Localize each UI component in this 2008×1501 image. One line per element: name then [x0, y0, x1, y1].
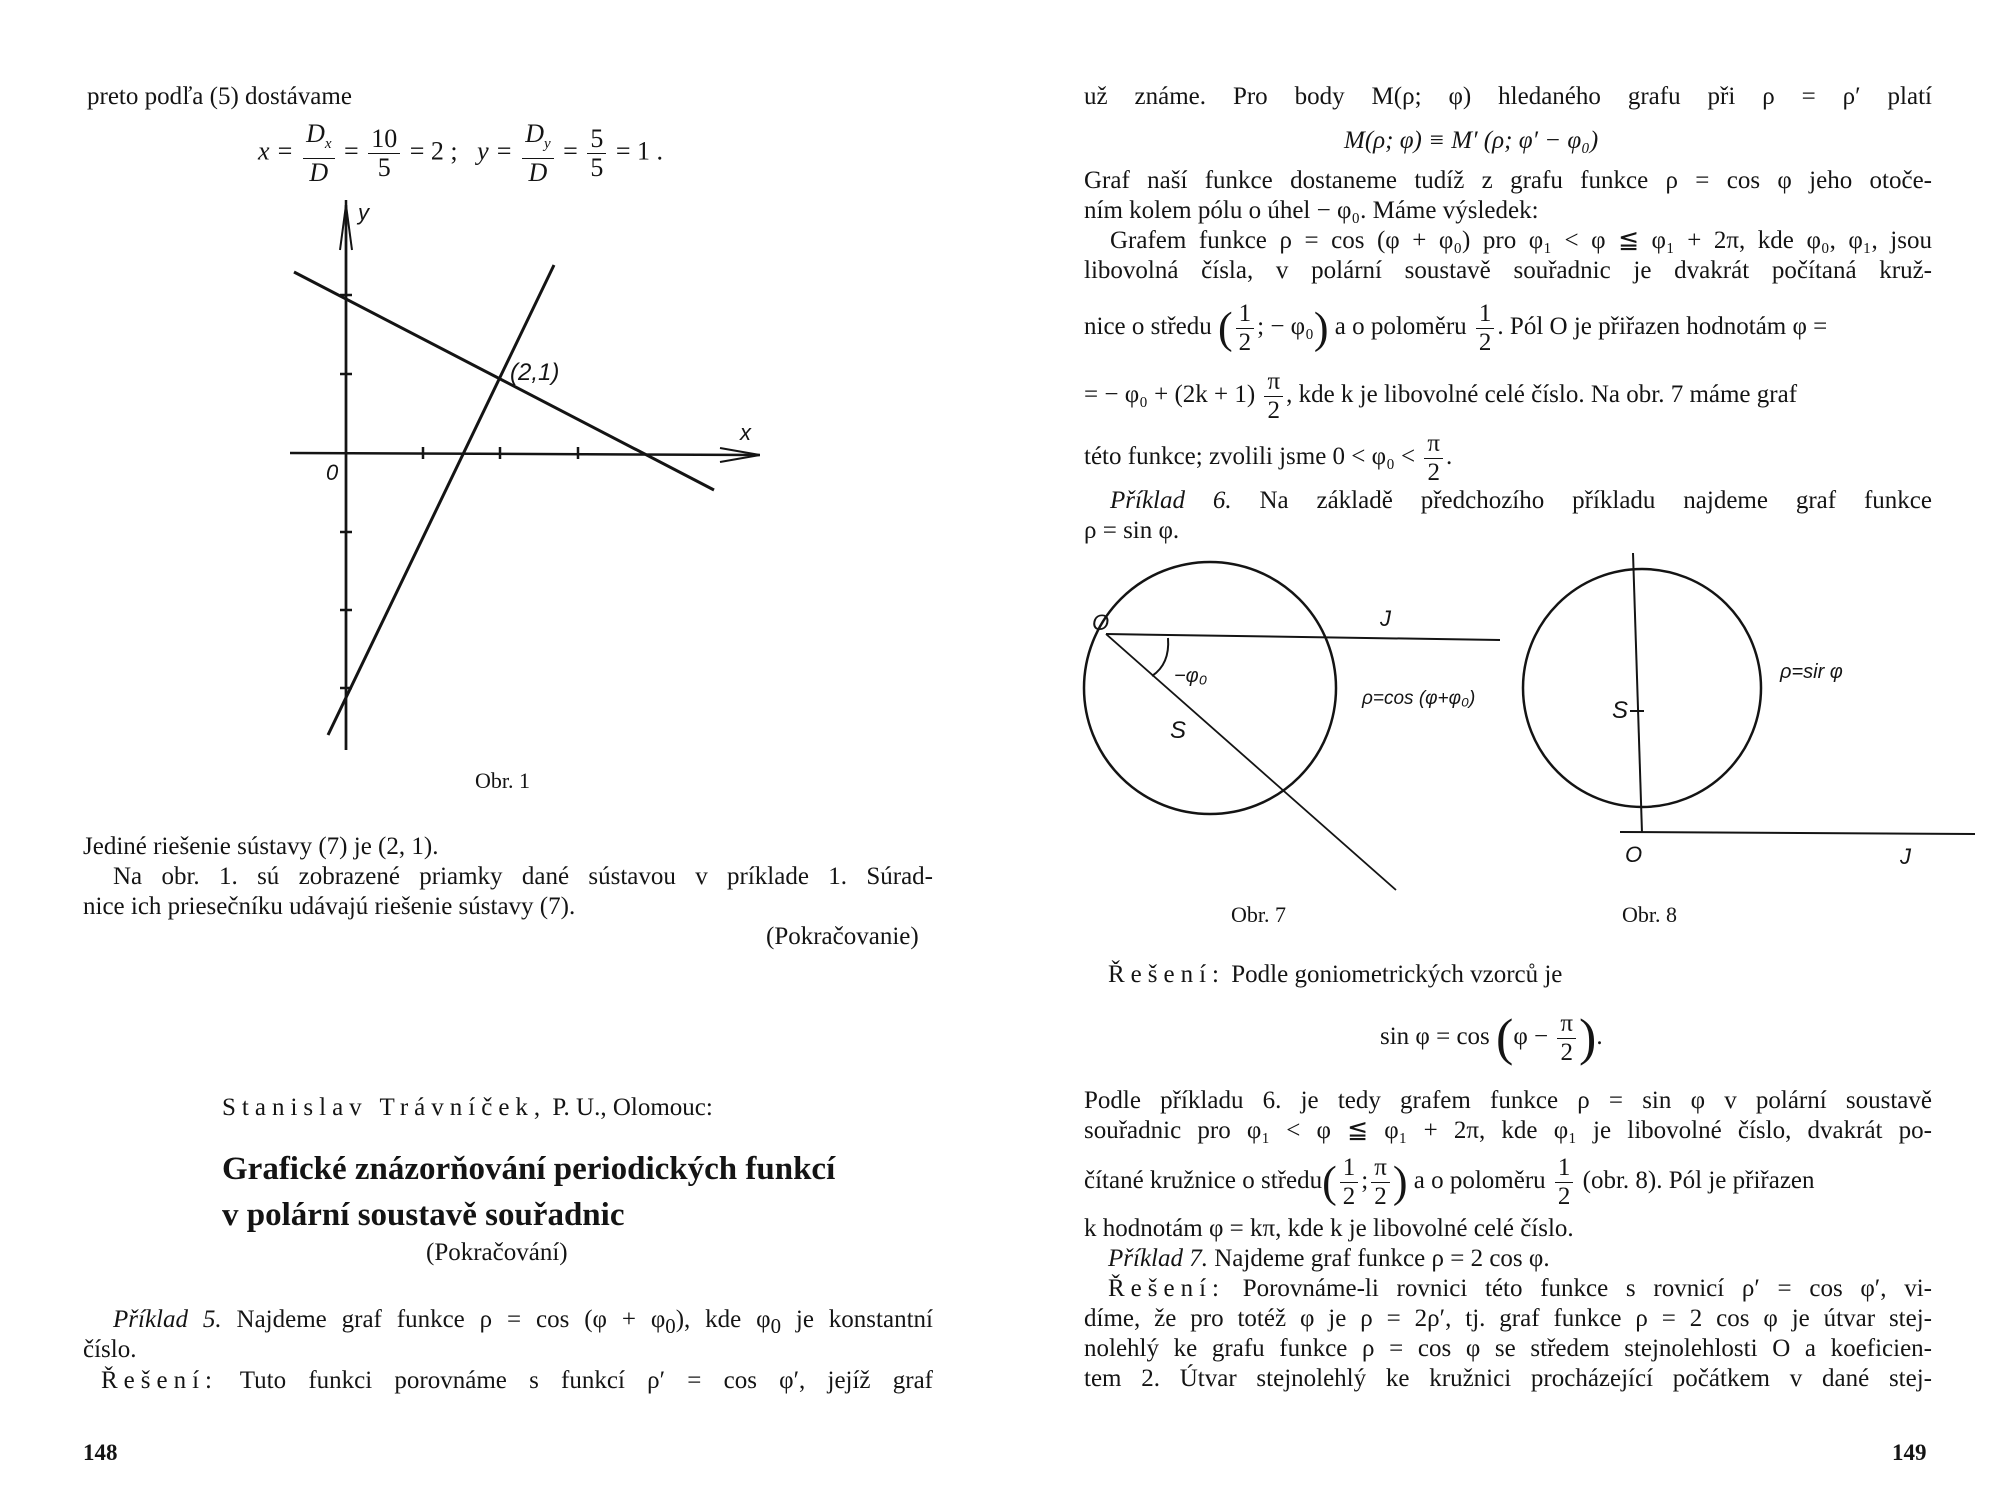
res5-label: Řešení: — [101, 1367, 218, 1394]
right-page — [1004, 0, 2008, 1501]
r9-frac — [1424, 430, 1443, 487]
r7b: a o poloměru — [1334, 313, 1467, 340]
r-line-1: už známe. Pro body M(ρ; φ) hledaného grafu při ρ = ρ′ platí — [1084, 83, 1932, 110]
figure-7 — [1080, 548, 1520, 898]
r7c: . Pól O je přiřazen hodnotám φ = — [1497, 313, 1828, 340]
line-1 — [294, 272, 714, 490]
fig7-J: J — [1380, 606, 1391, 631]
r-line-8 — [1084, 364, 1797, 426]
res7-text: Porovnáme-li rovnici této funkce s rovnicí ρ′ = cos φ′, vi- — [1225, 1275, 1932, 1302]
para-line-1: Na obr. 1. sú zobrazené priamky dané sústavou v príklade 1. Súrad- — [113, 863, 933, 890]
q-line-2: díme, že pro totéž φ je ρ = 2ρ′, tj. graf funkce ρ = 2 cos φ je útvar stej- — [1084, 1305, 1932, 1332]
figure-8 — [1520, 548, 1980, 888]
r-line-5: Grafem funkce ρ = cos (φ + φ₀) pro φ₁ < φ ≦ φ₁ + 2π, kde φ₀, φ₁, jsou — [1110, 227, 1932, 254]
p3f1n: 1 — [1340, 1154, 1359, 1183]
ex5-cont: číslo. — [83, 1336, 137, 1363]
article-title-1: Grafické znázorňování periodických funkcí — [222, 1151, 836, 1187]
pokracovanie: (Pokračovanie) — [766, 923, 919, 950]
intersection-label: (2,1) — [510, 359, 560, 386]
ex6-label: Příklad 6. — [1110, 487, 1232, 514]
res6-text: Podle goniometrických vzorců je — [1225, 961, 1563, 988]
p6-line-3: čítané kružnice o středu( $\frac{1}{2}$ ; $\frac{\pi}{2}$ ) a o poloměru $\frac{1}{2}$ (obr. 8). Pól je přiřazen — [1084, 1153, 1815, 1210]
fig7-angle-arc — [1152, 638, 1168, 676]
p3-paren-close: ) — [1392, 1157, 1408, 1207]
sin-c: . — [1596, 1023, 1603, 1050]
p3-frac1 — [1340, 1154, 1359, 1211]
fig7-S: S — [1170, 717, 1187, 744]
dx-sub: x — [324, 136, 332, 153]
r7f1d: 2 — [1238, 328, 1252, 356]
p6-line-2: souřadnic pro φ₁ < φ ≦ φ₁ + 2π, kde φ₁ je libovolné číslo, dvakrát po- — [1084, 1117, 1932, 1144]
sin-fd: 2 — [1560, 1038, 1573, 1066]
ex6-text: Na základě předchozího příkladu najdeme graf funkce — [1231, 487, 1932, 514]
r-line-2: M(ρ; φ) ≡ M′ (ρ; φ′ − φ₀) — [1344, 127, 1599, 154]
eq-r2: = 2 ; — [409, 136, 458, 166]
author-affil: P. U., Olomouc: — [546, 1094, 713, 1121]
frac-5b: 5 — [590, 153, 604, 183]
fig8-formula: ρ=sir φ — [1780, 661, 1843, 683]
fig7-diameter — [1106, 634, 1396, 890]
sin-paren-open: ( — [1496, 1009, 1514, 1067]
ex7-text: Najdeme graf funkce ρ = 2 cos φ. — [1208, 1245, 1550, 1272]
fig7-circle — [1084, 562, 1336, 814]
dy-num: D — [525, 119, 544, 148]
r8-frac — [1264, 368, 1283, 425]
r-line-6: libovolná čísla, v polární soustavě souřadnic je dvakrát počítaná kruž- — [1084, 257, 1932, 284]
ex5-label: Příklad 5. — [113, 1306, 222, 1333]
fig8-caption: Obr. 8 — [1622, 902, 1677, 927]
frac-dy — [522, 120, 553, 187]
eq-r1: = 1 . — [615, 136, 663, 166]
fig7-angle: −φ₀ — [1174, 665, 1208, 687]
p3f3d: 2 — [1557, 1182, 1571, 1210]
p3c: (obr. 8). Pól je přiřazen — [1576, 1167, 1815, 1194]
sin-paren-close: ) — [1579, 1009, 1597, 1067]
paren-close: ) — [1313, 303, 1329, 353]
r9fn: π — [1424, 430, 1443, 459]
ex5-line — [83, 1305, 933, 1341]
article-subtitle: (Pokračování) — [426, 1239, 568, 1266]
sin-frac — [1557, 1010, 1576, 1067]
fig8-circle — [1523, 569, 1761, 807]
dx-num: D — [306, 119, 325, 148]
page-number-right: 149 — [1892, 1440, 1927, 1465]
fig8-diameter — [1633, 553, 1642, 833]
res7-label: Řešení: — [1108, 1275, 1225, 1302]
ex6-cont: ρ = sin φ. — [1084, 517, 1180, 544]
y-label: y — [358, 200, 369, 225]
eq-x: x — [258, 136, 270, 166]
author-line — [222, 1093, 713, 1123]
fig1-caption: Obr. 1 — [475, 768, 530, 793]
r8fd: 2 — [1267, 396, 1281, 424]
frac-5a: 5 — [377, 153, 391, 183]
dy-sub: y — [543, 136, 551, 153]
dx-den: D — [309, 158, 329, 188]
ex5-sub2: 0 — [770, 1314, 781, 1338]
intro-line: preto podľa (5) dostávame — [87, 83, 352, 110]
sin-b: φ − — [1513, 1023, 1549, 1050]
fig7-caption: Obr. 7 — [1231, 902, 1286, 927]
article-title-2: v polární soustavě souřadnic — [222, 1197, 625, 1233]
sin-equation — [1380, 1002, 1603, 1073]
paren-open: ( — [1217, 303, 1233, 353]
ex6-line — [1084, 486, 1932, 516]
r7-frac2 — [1476, 300, 1495, 357]
fig7-formula: ρ=cos (φ+φ₀) — [1362, 688, 1476, 709]
r7f1n: 1 — [1236, 300, 1255, 329]
eq-y: y — [477, 136, 489, 166]
frac-5-5 — [587, 125, 606, 182]
author-name: Stanislav Trávníček, — [222, 1094, 547, 1121]
page-number-left: 148 — [83, 1440, 118, 1465]
line-2 — [328, 265, 554, 735]
ex7-label: Příklad 7. — [1108, 1245, 1208, 1272]
fig8-J: J — [1900, 844, 1911, 869]
r9fd: 2 — [1427, 458, 1440, 486]
q-line-4: tem 2. Útvar stejnolehlý ke kružnici procházející počátkem v dané stej- — [1084, 1365, 1932, 1392]
r-line-3: Graf naší funkce dostaneme tudíž z grafu funkce ρ = cos φ jeho otoče- — [1084, 167, 1932, 194]
x-axis — [290, 453, 760, 455]
p3b: a o poloměru — [1407, 1167, 1546, 1194]
r7mid: ; − φ₀ — [1257, 313, 1314, 340]
res5-text: Tuto funkci porovnáme s funkcí ρ′ = cos φ′, jejíž graf — [218, 1367, 933, 1394]
p3-frac2 — [1371, 1154, 1390, 1211]
fig7-polar-axis — [1106, 634, 1500, 640]
r7f2n: 1 — [1476, 300, 1495, 329]
r-line-7 — [1084, 296, 1827, 359]
ex5-b: ), kde φ — [675, 1306, 771, 1333]
axis-ticks — [340, 295, 578, 688]
r-line-9 — [1084, 426, 1452, 488]
p3f2n: π — [1371, 1154, 1390, 1183]
p3-paren-open: ( — [1322, 1157, 1337, 1207]
dy-den: D — [528, 158, 548, 188]
ex5-a: Najdeme graf funkce ρ = cos (φ + φ — [221, 1306, 666, 1333]
fig8-polar-axis — [1620, 832, 1975, 834]
r8fn: π — [1264, 368, 1283, 397]
origin-label: 0 — [326, 460, 339, 485]
r9a: této funkce; zvolili jsme 0 < φ₀ < — [1084, 443, 1416, 470]
fig8-S: S — [1612, 697, 1629, 724]
x-label: x — [740, 420, 751, 445]
frac-dx — [303, 120, 334, 187]
r7f2d: 2 — [1478, 328, 1492, 356]
p3f2d: 2 — [1374, 1182, 1387, 1210]
res6-line — [1108, 960, 1562, 990]
p3f3n: 1 — [1555, 1154, 1574, 1183]
r9b: . — [1446, 443, 1453, 470]
fig7-O: O — [1092, 610, 1110, 635]
r8b: , kde k je libovolné celé číslo. Na obr. 7 máme graf — [1286, 381, 1798, 408]
frac-10-5 — [368, 125, 400, 182]
r7-frac1 — [1236, 300, 1255, 357]
para-line-2: nice ich priesečníku udávajú riešenie sústavy (7). — [83, 893, 576, 920]
r8a: = − φ₀ + (2k + 1) — [1084, 381, 1256, 408]
res6-label: Řešení: — [1108, 961, 1225, 988]
frac-10: 10 — [368, 125, 400, 154]
sin-fn: π — [1557, 1010, 1576, 1039]
p6-line-1: Podle příkladu 6. je tedy grafem funkce ρ = sin φ v polární soustavě — [1084, 1087, 1932, 1114]
sin-a: sin φ = cos — [1380, 1023, 1490, 1050]
cramer-equation: x = $\frac{D_x}{D}$ = $\frac{10}{5}$ = 2 ; y = $\frac{D_y}{D}$ = $\frac{5}{5}$ = 1 . — [258, 119, 663, 188]
res7-line — [1084, 1274, 1932, 1304]
ex5-sub: 0 — [665, 1314, 676, 1338]
p6-line-4: k hodnotám φ = kπ, kde k je libovolné celé číslo. — [1084, 1215, 1574, 1242]
solution-line: Jediné riešenie sústavy (7) je (2, 1). — [83, 833, 439, 860]
r7a: nice o středu — [1084, 313, 1212, 340]
p3f1d: 2 — [1342, 1182, 1356, 1210]
fig8-O: O — [1625, 842, 1643, 867]
ex7-line — [1108, 1244, 1550, 1274]
figure-1 — [280, 200, 760, 760]
ex5-c: je konstantní — [781, 1306, 933, 1333]
p3-frac3 — [1555, 1154, 1574, 1211]
frac-5n: 5 — [587, 125, 606, 154]
res5-line — [83, 1366, 933, 1396]
p3a: čítané kružnice o středu — [1084, 1167, 1323, 1194]
q-line-3: nolehlý ke grafu funkce ρ = cos φ se středem stejnolehlosti O a koeficien- — [1084, 1335, 1932, 1362]
r-line-4: ním kolem pólu o úhel − φ₀. Máme výsledek: — [1084, 197, 1539, 224]
